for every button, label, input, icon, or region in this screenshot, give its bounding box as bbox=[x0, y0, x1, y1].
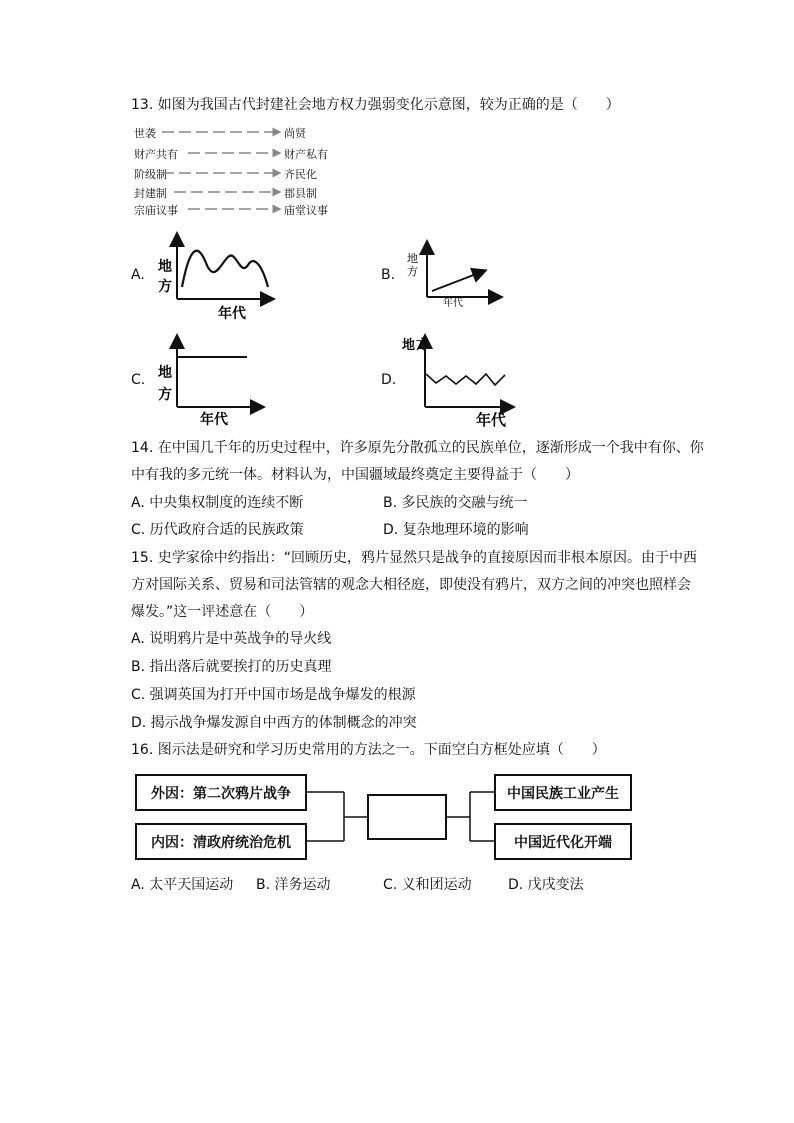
q16-connectors bbox=[0, 770, 794, 870]
arrow-from: 阶级制 bbox=[134, 168, 167, 181]
q16-option-b: B. 洋务运动 bbox=[256, 877, 331, 893]
q16-option-d: D. 戊戌变法 bbox=[508, 877, 584, 893]
q16-box-modernization: 中国近代化开端 bbox=[494, 823, 632, 860]
q15-option-a: A. 说明鸦片是中英战争的导火线 bbox=[131, 631, 332, 647]
q15-stem-line-2: 方对国际关系、贸易和司法管辖的观念大相径庭，即使没有鸦片，双方之间的冲突也照样会 bbox=[131, 577, 691, 593]
q13-option-d-letter: D. bbox=[381, 372, 397, 388]
graph-b-xlabel: 年代 bbox=[443, 298, 463, 309]
arrow-to: 庙堂议事 bbox=[284, 204, 328, 217]
q14-option-a: A. 中央集权制度的连续不断 bbox=[131, 495, 304, 511]
q15-stem-line-3: 爆发。”这一评述意在（ ） bbox=[131, 604, 314, 620]
q13-option-c-letter: C. bbox=[131, 372, 146, 388]
q14-option-b: B. 多民族的交融与统一 bbox=[383, 495, 528, 511]
graph-a-ylabel-1: 地 bbox=[158, 259, 172, 275]
q16-option-c: C. 义和团运动 bbox=[383, 877, 472, 893]
q14-option-d: D. 复杂地理环境的影响 bbox=[383, 522, 529, 538]
arrow-to: 尚贤 bbox=[284, 127, 306, 140]
q15-option-c: C. 强调英国为打开中国市场是战争爆发的根源 bbox=[131, 687, 416, 703]
dashed-arrows bbox=[0, 0, 794, 230]
graph-b-ylabel-2: 方 bbox=[407, 265, 418, 278]
q14-option-c: C. 历代政府合适的民族政策 bbox=[131, 522, 304, 538]
graph-d-xlabel: 年代 bbox=[476, 411, 507, 429]
q14-stem-line-2: 中有我的多元统一体。材料认为，中国疆域最终奠定主要得益于（ ） bbox=[131, 467, 579, 483]
q15-option-d: D. 揭示战争爆发源自中西方的体制概念的冲突 bbox=[131, 715, 417, 731]
q16-box-external-cause: 外因：第二次鸦片战争 bbox=[135, 774, 307, 811]
graph-c-ylabel-2: 方 bbox=[158, 387, 172, 403]
graph-d-ylabel-1: 地 bbox=[402, 338, 416, 353]
arrow-to: 财产私有 bbox=[284, 148, 328, 161]
arrow-to: 郡县制 bbox=[284, 187, 317, 200]
q16-stem: 16. 图示法是研究和学习历史常用的方法之一。下面空白方框处应填（ ） bbox=[131, 742, 606, 758]
graph-a bbox=[177, 235, 272, 299]
arrow-from: 宗庙议事 bbox=[134, 204, 178, 217]
graph-a-xlabel: 年代 bbox=[218, 306, 246, 322]
graph-c-xlabel: 年代 bbox=[200, 412, 228, 428]
arrow-to: 齐民化 bbox=[284, 168, 317, 181]
arrow-from: 世袭 bbox=[134, 127, 156, 140]
q15-stem-line-1: 15. 史学家徐中约指出：“回顾历史，鸦片显然只是战争的直接原因而非根本原因。由于中西 bbox=[131, 550, 697, 566]
graph-b bbox=[427, 243, 500, 297]
graph-c-ylabel-1: 地 bbox=[158, 365, 172, 381]
arrow-from: 财产共有 bbox=[134, 148, 178, 161]
q13-option-a-letter: A. bbox=[131, 267, 145, 283]
q15-option-b: B. 指出落后就要挨打的历史真理 bbox=[131, 659, 332, 675]
q14-stem-line-1: 14. 在中国几千年的历史过程中，许多原先分散孤立的民族单位，逐渐形成一个我中有你、你 bbox=[131, 440, 704, 456]
q13-option-b-letter: B. bbox=[381, 267, 396, 283]
q13-stem: 13. 如图为我国古代封建社会地方权力强弱变化示意图，较为正确的是（ ） bbox=[131, 97, 620, 113]
q13-option-graphs bbox=[0, 225, 794, 435]
q16-option-a: A. 太平天国运动 bbox=[131, 877, 234, 893]
graph-a-ylabel-2: 方 bbox=[158, 279, 172, 295]
arrow-from: 封建制 bbox=[134, 187, 167, 200]
q16-box-industry: 中国民族工业产生 bbox=[494, 774, 632, 811]
graph-b-ylabel-1: 地 bbox=[407, 252, 418, 265]
graph-d bbox=[425, 337, 512, 407]
graph-d-ylabel-2: 方 bbox=[416, 338, 430, 353]
graph-c bbox=[177, 337, 262, 407]
q16-box-internal-cause: 内因：清政府统治危机 bbox=[135, 823, 307, 860]
